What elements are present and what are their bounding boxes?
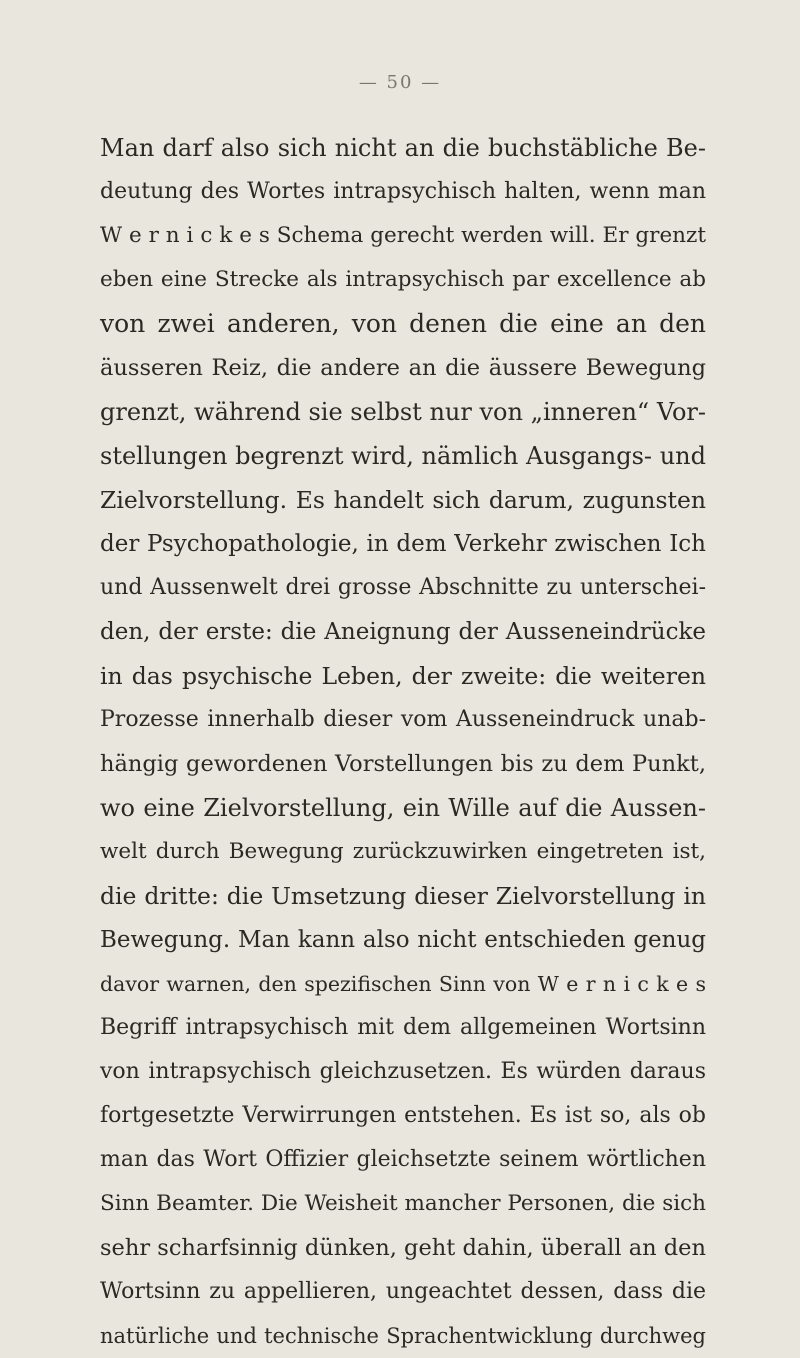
text-line: Begriff intrapsychisch mit dem allgemeinen Wortsinn bbox=[100, 1015, 706, 1040]
text-line: davor warnen, den spezifischen Sinn von W e r n i c k e s bbox=[100, 972, 706, 996]
page-number: — 50 — bbox=[358, 72, 442, 93]
text-line: die dritte: die Umsetzung dieser Zielvorstellung in bbox=[100, 882, 706, 910]
text-line: von intrapsychisch gleichzusetzen. Es würden daraus bbox=[100, 1059, 706, 1084]
text-line: welt durch Bewegung zurückzuwirken eingetreten ist, bbox=[100, 839, 706, 864]
text-line: fortgesetzte Verwirrungen entstehen. Es ist so, als ob bbox=[100, 1103, 706, 1128]
text-line: Man darf also sich nicht an die buchstäbliche Be- bbox=[100, 134, 706, 162]
text-line: Prozesse innerhalb dieser vom Ausseneindruck unab- bbox=[100, 707, 706, 732]
body-text bbox=[100, 126, 706, 1358]
text-line: natürliche und technische Sprachentwicklung durchweg bbox=[100, 1324, 706, 1348]
text-line: wo eine Zielvorstellung, ein Wille auf die Aussen- bbox=[100, 794, 706, 822]
text-line: in das psychische Leben, der zweite: die weiteren bbox=[100, 662, 706, 690]
text-line: stellungen begrenzt wird, nämlich Ausgangs- und bbox=[100, 442, 706, 470]
text-line: W e r n i c k e s Schema gerecht werden will. Er grenzt bbox=[100, 223, 706, 248]
text-line: äusseren Reiz, die andere an die äussere Bewegung bbox=[100, 355, 706, 381]
text-line: den, der erste: die Aneignung der Ausseneindrücke bbox=[100, 619, 706, 645]
text-line: hängig gewordenen Vorstellungen bis zu dem Punkt, bbox=[100, 751, 706, 777]
text-line: man das Wort Offizier gleichsetzte seinem wörtlichen bbox=[100, 1147, 706, 1172]
text-line: Bewegung. Man kann also nicht entschieden genug bbox=[100, 927, 706, 953]
text-line: grenzt, während sie selbst nur von „inneren“ Vor- bbox=[100, 398, 706, 426]
text-line: und Aussenwelt drei grosse Abschnitte zu unterschei- bbox=[100, 575, 706, 600]
text-line: von zwei anderen, von denen die eine an den bbox=[100, 309, 706, 338]
text-line: eben eine Strecke als intrapsychisch par excellence ab bbox=[100, 267, 706, 292]
text-line: der Psychopathologie, in dem Verkehr zwischen Ich bbox=[100, 531, 706, 557]
text-line: Wortsinn zu appellieren, ungeachtet dessen, dass die bbox=[100, 1279, 706, 1304]
text-line: Zielvorstellung. Es handelt sich darum, zugunsten bbox=[100, 486, 706, 514]
text-line: sehr scharfsinnig dünken, geht dahin, überall an den bbox=[100, 1235, 706, 1261]
text-line: Sinn Beamter. Die Weisheit mancher Personen, die sich bbox=[100, 1191, 706, 1216]
text-line: deutung des Wortes intrapsychisch halten, wenn man bbox=[100, 179, 706, 204]
